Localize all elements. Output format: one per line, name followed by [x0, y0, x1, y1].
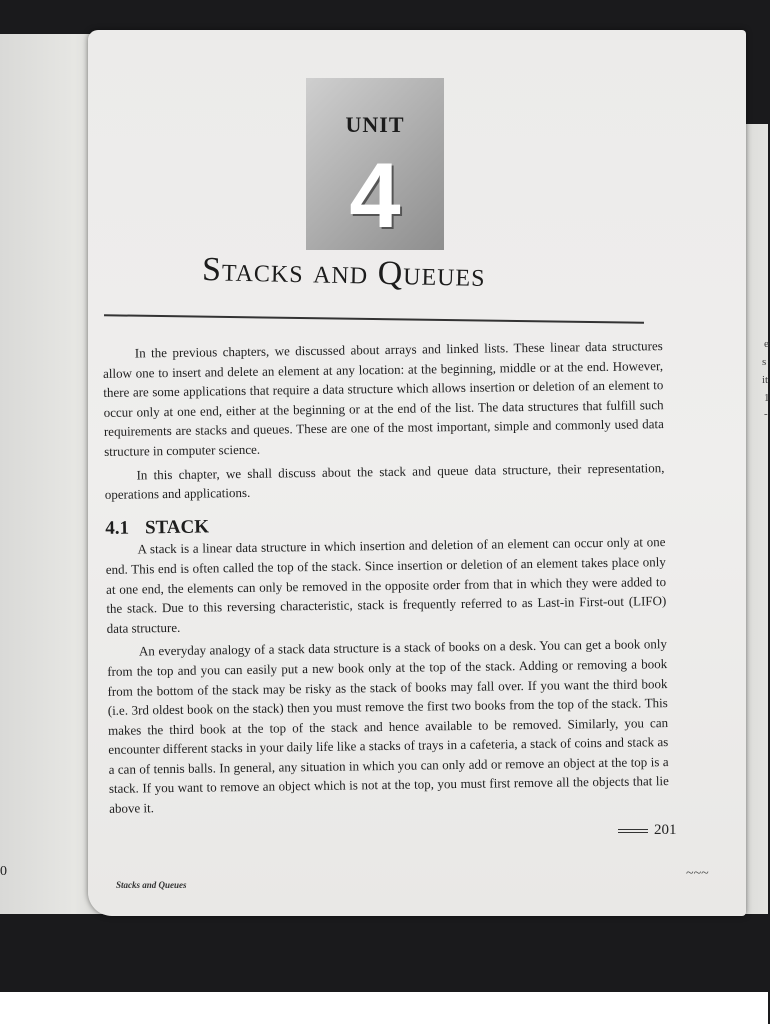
right-page-edge-letter: e — [764, 338, 769, 350]
section-paragraph: A stack is a linear data structure in which insertion and deletion of an element can occur only at one end. This end is often called the top of the stack. Since insertion or deletion of an element takes place only at one end, the elements can only be removed in the opposite order from that in which they were added to the stack. Due to this reversing characteristic, stack is frequently referred to as Last-in First-out (LIFO) data structure. — [105, 534, 667, 636]
section-number: 4.1 — [105, 517, 130, 539]
page-dash-mark: ~~~ — [686, 866, 709, 881]
section-paragraph: An everyday analogy of a stack data structure is a stack of books on a desk. You can get a book only from the top and you can easily put a new book only at the top of the stack. Adding or removing a book from the bottom of the stack may be risky as the stack of books may fall over. If you want the third book (i.e. 3rd oldest book on the stack) then you must remove the first two books from the top of the stack. This makes the third book at the top of the stack and hence available to be removed. Similarly, you can encounter different stacks in your daily life like a stacks of trays in a cafeteria, a stack of coins and stack as a can of tennis balls. In general, any situation in which you can only add or remove an object at the top is a stack. If you want to remove an object which is not at the top, you must first remove all the objects that lie above it. — [107, 636, 669, 816]
page-number-text: 201 — [654, 822, 677, 838]
bottom-strip — [0, 992, 768, 1024]
intro-paragraph: In the previous chapters, we discussed about arrays and linked lists. These linear data structures allow one to insert and delete an element at any location: at the beginning, middle or at the end. However, there are some applications that require a data structure which allows insertion or deletion of an element to occur only at one end, either at the beginning or at the end of the list. The data structures that fulfill such requirements are stacks and queues. These are one of the most important, simple and commonly used data structure in computer science. — [102, 338, 664, 459]
section-title: STACK — [144, 516, 210, 539]
unit-box — [306, 78, 444, 250]
title-divider — [104, 314, 644, 324]
unit-number: 4 — [349, 145, 401, 247]
page-body — [103, 336, 670, 822]
page-number-rule — [618, 829, 648, 833]
right-page-edge-letter: s — [762, 356, 767, 368]
page-number — [618, 822, 677, 839]
book-page — [88, 30, 746, 916]
right-page-edge-letter: it — [762, 374, 769, 386]
intro-paragraph: In this chapter, we shall discuss about the stack and queue data structure, their representation, operations and applications. — [104, 459, 665, 503]
unit-label: UNIT — [345, 112, 405, 137]
running-footer: Stacks and Queues — [116, 880, 187, 890]
right-page-edge-letter: - — [764, 408, 768, 420]
chapter-title: Stacks and Queues — [201, 251, 486, 294]
left-page-number: 0 — [0, 864, 7, 879]
right-page-edge-letter: 1 — [764, 392, 770, 404]
